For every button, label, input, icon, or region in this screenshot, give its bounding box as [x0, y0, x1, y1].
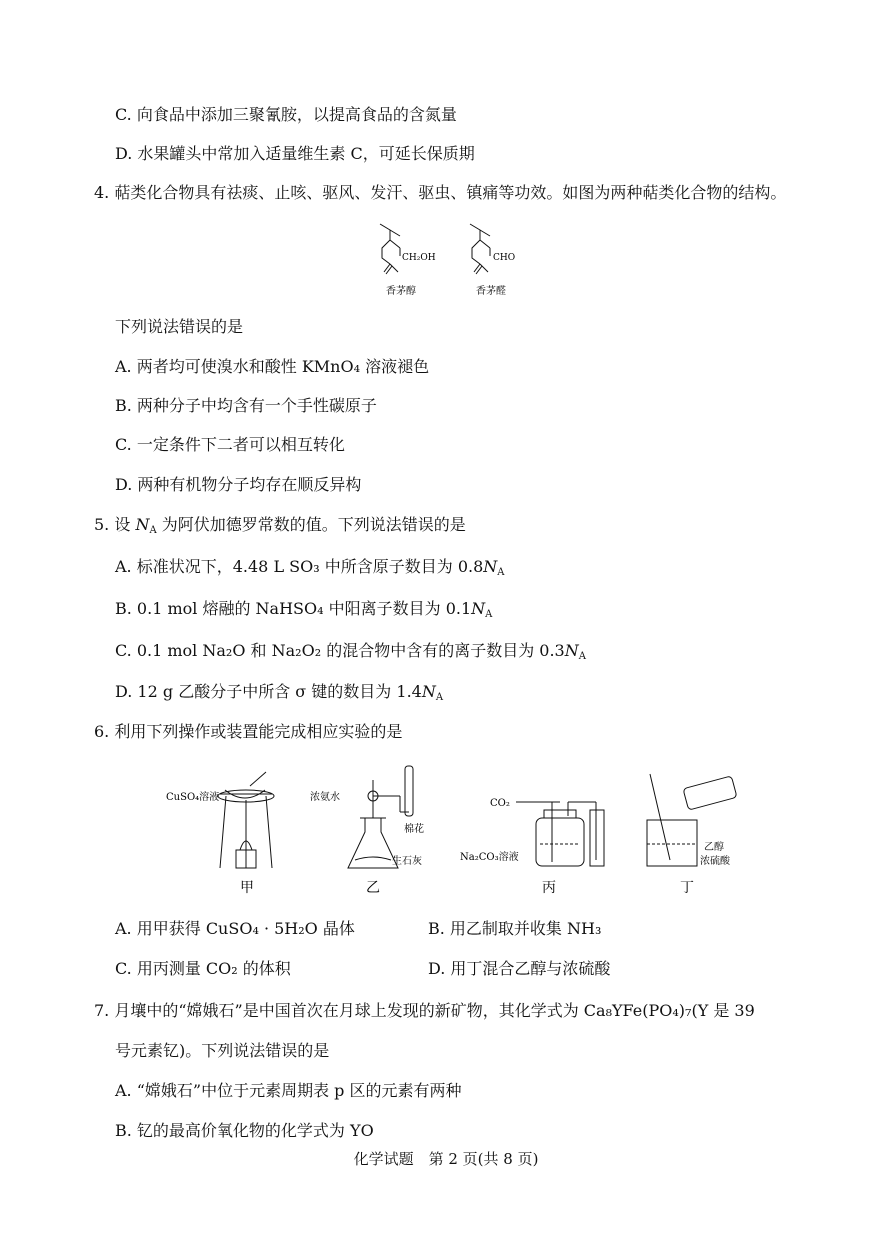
q6-option-b: B. 用乙制取并收集 NH₃ [428, 919, 602, 938]
bing-label-co2: CO₂ [490, 798, 510, 809]
ding-label-sulfuric-acid: 浓硫酸 [700, 856, 730, 867]
citronellal-structure [470, 224, 490, 274]
q6-apparatus-figure [160, 760, 780, 898]
mol2-group: CHO [493, 253, 516, 263]
q5-option-a: A. 标准状况下，4.48 L SO₃ 中所含原子数目为 $0.8N_A$ [115, 557, 505, 578]
jia-label: CuSO₄溶液 [166, 792, 220, 803]
q3-option-c: C. 向食品中添加三聚氰胺，以提高食品的含氮量 [115, 105, 457, 124]
apparatus-yi [348, 766, 413, 868]
q4-option-a: A. 两者均可使溴水和酸性 KMnO₄ 溶液褪色 [115, 357, 430, 376]
q3-option-d: D. 水果罐头中常加入适量维生素 C，可延长保质期 [115, 144, 475, 163]
q7-option-a: A. “嫦娥石”中位于元素周期表 p 区的元素有两种 [115, 1081, 462, 1100]
q4-ask: 下列说法错误的是 [115, 317, 244, 336]
mol1-name: 香茅醇 [386, 286, 416, 297]
q6-option-c: C. 用丙测量 CO₂ 的体积 [115, 959, 291, 978]
apparatus-jia [218, 772, 274, 868]
q5-option-d: D. 12 g 乙酸分子中所含 σ 键的数目为 $1.4N_A$ [115, 682, 444, 703]
q7-option-b: B. 钇的最高价氧化物的化学式为 YO [115, 1121, 374, 1140]
yi-label-quicklime: 生石灰 [392, 856, 422, 867]
mol2-name: 香茅醛 [476, 286, 506, 297]
q5-option-b: B. 0.1 mol 熔融的 NaHSO₄ 中阳离子数目为 $0.1N_A$ [115, 599, 493, 620]
q4-stem: 4. 萜类化合物具有祛痰、止咳、驱风、发汗、驱虫、镇痛等功效。如图为两种萜类化合物的结构。 [94, 183, 787, 202]
q6-stem: 6. 利用下列操作或装置能完成相应实验的是 [94, 722, 403, 741]
q4-option-b: B. 两种分子中均含有一个手性碳原子 [115, 396, 377, 415]
ding-caption: 丁 [680, 880, 694, 896]
q7-stem-line2: 号元素钇)。下列说法错误的是 [115, 1041, 330, 1060]
yi-label-ammonia: 浓氨水 [310, 792, 340, 803]
mol1-group: CH₂OH [402, 253, 436, 263]
q7-stem-line1: 7. 月壤中的“嫦娥石”是中国首次在月球上发现的新矿物，其化学式为 Ca₈YFe(PO₄)₇(Y 是 39 [94, 1001, 755, 1020]
ding-label-ethanol: 乙醇 [704, 842, 724, 853]
q4-option-c: C. 一定条件下二者可以相互转化 [115, 435, 345, 454]
q4-molecule-figure [360, 222, 530, 300]
yi-label-cotton: 棉花 [404, 824, 424, 835]
q6-option-a: A. 用甲获得 CuSO₄ · 5H₂O 晶体 [115, 919, 355, 938]
apparatus-bing [516, 802, 604, 866]
yi-caption: 乙 [366, 880, 380, 896]
bing-caption: 丙 [542, 880, 556, 896]
page-footer: 化学试题 第 2 页(共 8 页) [353, 1150, 539, 1168]
q5-stem: 5. 设 $N_A$ 为阿伏加德罗常数的值。下列说法错误的是 [94, 515, 466, 536]
citronellol-structure [380, 224, 400, 274]
q4-option-d: D. 两种有机物分子均存在顺反异构 [115, 475, 362, 494]
q6-option-d: D. 用丁混合乙醇与浓硫酸 [428, 959, 611, 978]
bing-label-na2co3: Na₂CO₃溶液 [460, 852, 519, 863]
q5-option-c: C. 0.1 mol Na₂O 和 Na₂O₂ 的混合物中含有的离子数目为 $0.3N_A$ [115, 641, 586, 662]
jia-caption: 甲 [240, 880, 254, 896]
